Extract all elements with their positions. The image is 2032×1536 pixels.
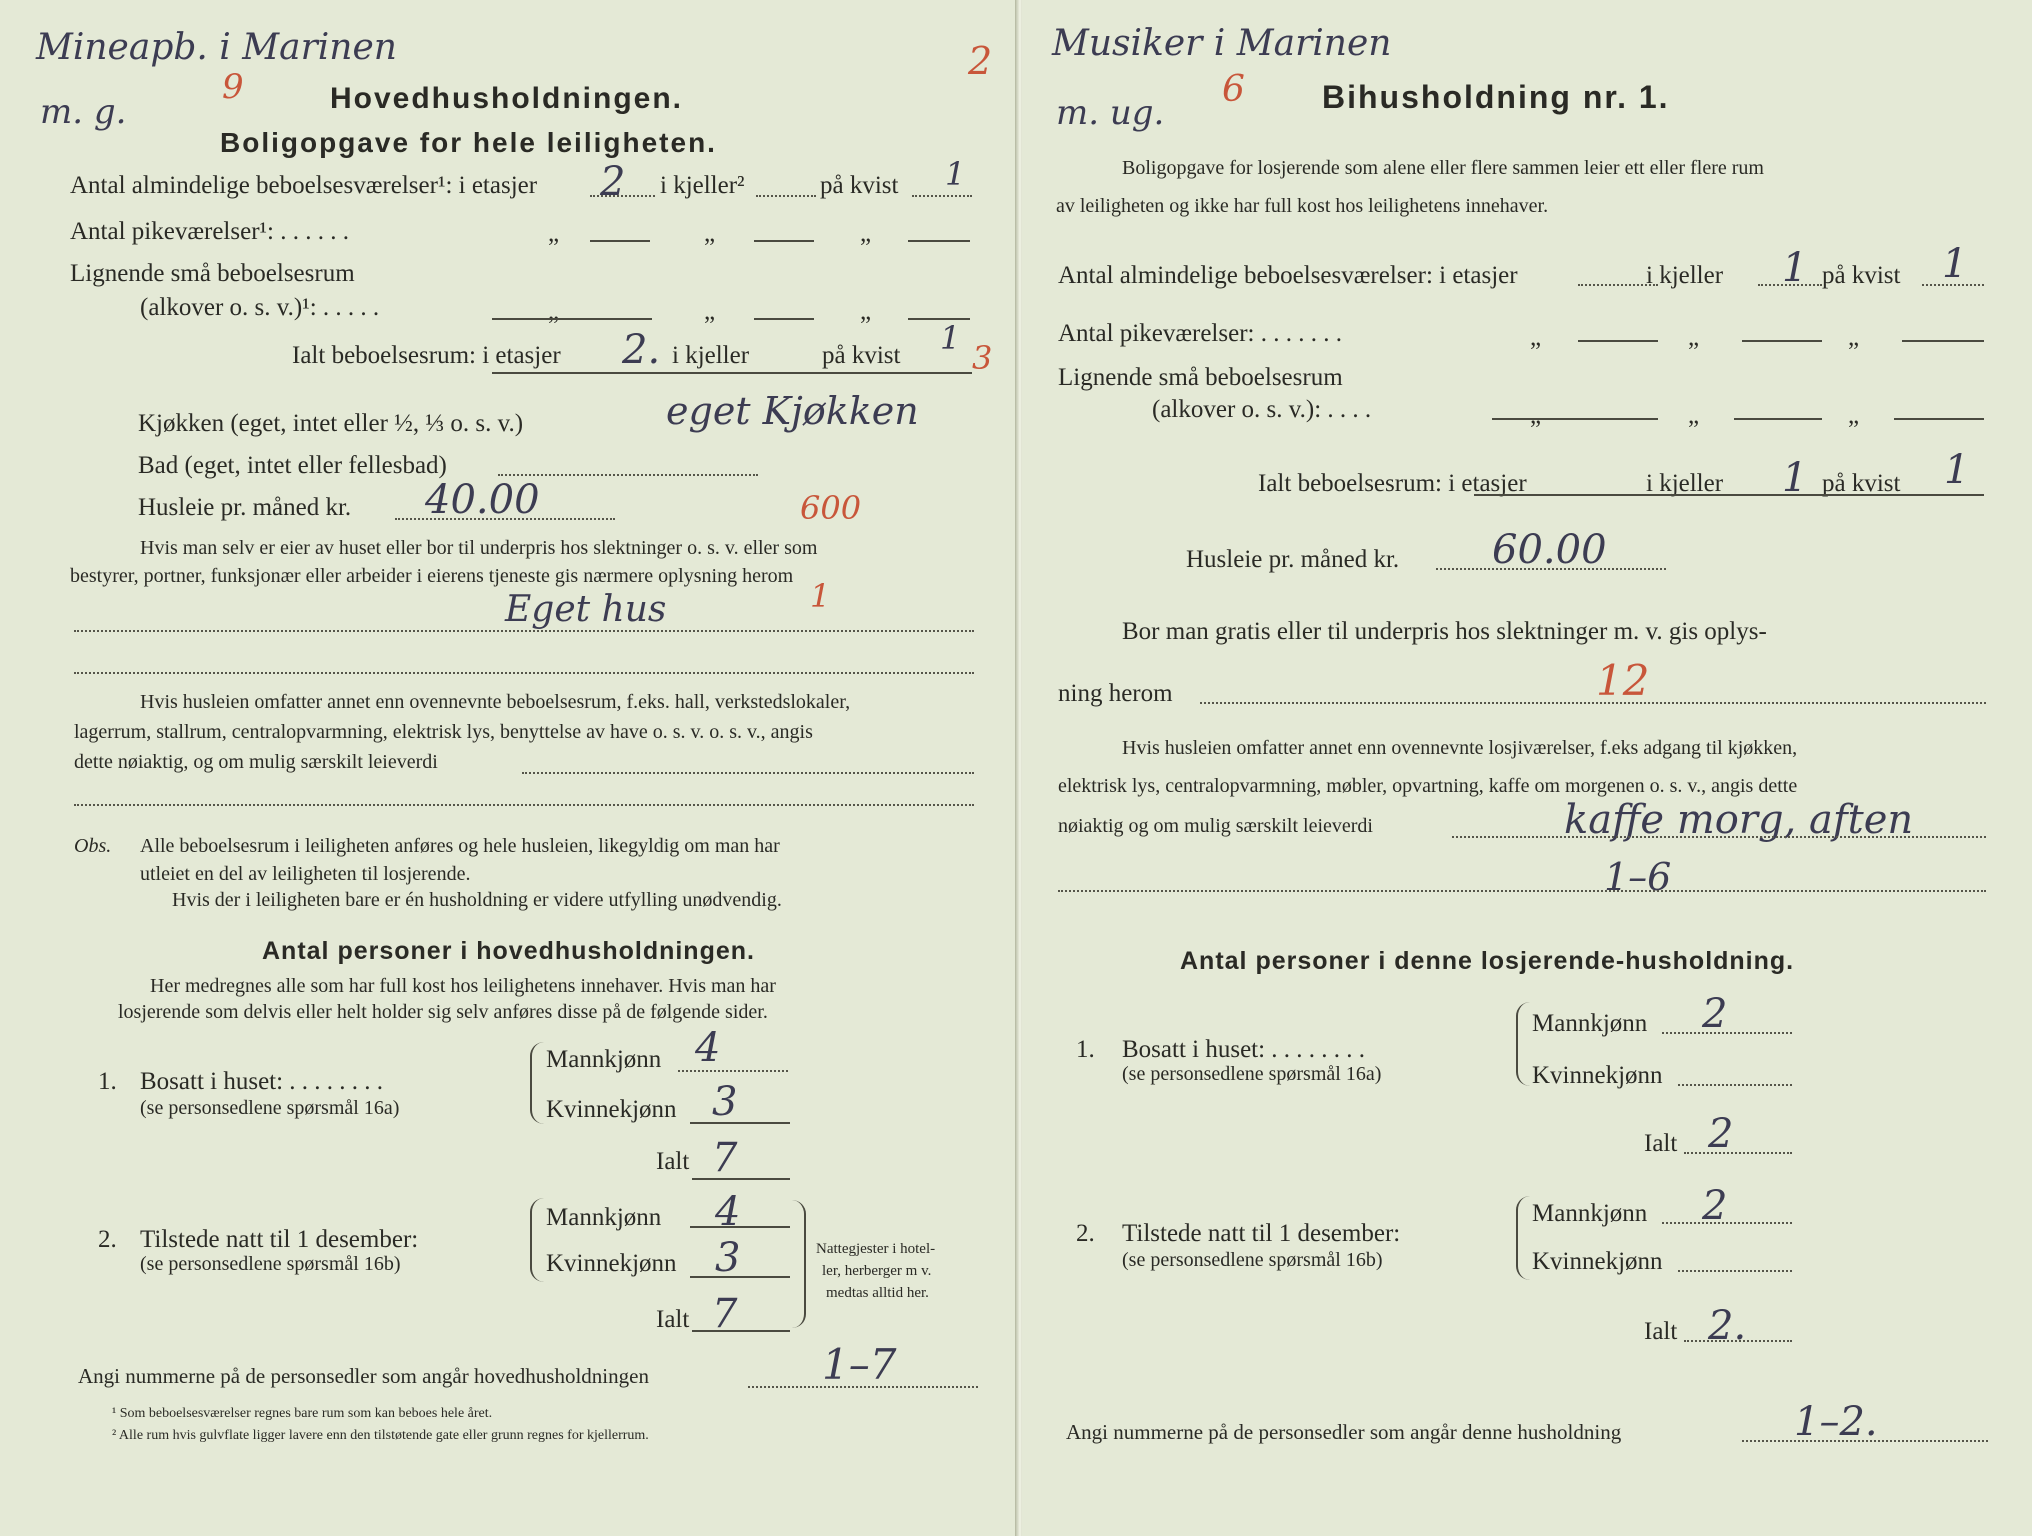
handwritten-marital-status: m. ug. [1056,93,1165,133]
rooms-etasjer-value: 2 [600,159,626,205]
ditto-mark: „ [860,220,872,247]
q2-ialt-label: Ialt [1644,1318,1678,1345]
q1-ialt-label: Ialt [1644,1130,1678,1157]
q2-mann-field [690,1226,790,1228]
omfatter-value-2: 1–6 [1604,855,1672,899]
pike-kjeller-field [1742,340,1822,342]
ialt-red-mark: 3 [972,339,993,377]
lignende-label: Lignende små beboelsesrum [1058,364,1343,391]
q1-ialt-field [692,1178,790,1180]
eier-text: bestyrer, portner, funksjonær eller arbeider i eierens tjeneste gis nærmere oplysning herom [70,565,794,587]
rooms-kjeller-label: i kjeller [1646,262,1724,289]
q2-mann-field [1662,1222,1792,1224]
pike-kjeller-field [754,240,814,242]
q1-kvinne-field [1678,1084,1792,1086]
q1-mann-value: 2 [1702,991,1728,1037]
pike-label: Antal pikeværelser¹: . . . . . . [70,218,349,245]
husleie-value: 40.00 [425,477,540,523]
q1-mann-field [1662,1032,1792,1034]
antal-text: losjerende som delvis eller helt holder sig selv anføres disse på de følgende sider. [118,1001,768,1023]
pike-etasjer-field [1578,340,1658,342]
q2-number: 2. [1076,1220,1095,1247]
eier-value: Eget hus [505,589,667,630]
rooms-kjeller-field [1758,284,1822,286]
bad-label: Bad (eget, intet eller fellesbad) [138,452,447,479]
antal-title: Antal personer i denne losjerende-husholdning. [1180,947,1795,975]
handwritten-marital-status: m. g. [40,92,127,132]
rooms-kvist-field [912,195,972,197]
angi-label: Angi nummerne på de personsedler som angår denne husholdning [1066,1420,1622,1444]
ditto-mark: „ [1688,324,1700,351]
q1-ialt-value: 7 [712,1135,738,1181]
omfatter-text: lagerrum, stallrum, centralopvarmning, elektrisk lys, benyttelse av have o. s. v. o. s. v., angis [74,721,813,743]
husleie-label: Husleie pr. måned kr. [138,494,352,521]
ialt-kvist-value: 1 [940,319,961,357]
pike-label: Antal pikeværelser: . . . . . . . [1058,320,1342,347]
obs-label: Obs. [74,835,112,857]
ialt-etasjer-value: 2. [622,327,661,373]
q1-mann-field [678,1070,788,1072]
q1-mann-label: Mannkjønn [546,1046,662,1073]
bor-red-number: 12 [1596,656,1650,705]
rooms-kvist-field [1922,284,1984,286]
handwritten-page-number: 2 [968,39,993,83]
rooms-kvist-value: 1 [945,155,966,193]
omfatter-field [74,804,974,806]
q2-mann-value: 4 [715,1189,741,1235]
ditto-mark: „ [548,298,560,325]
q1-sublabel: (se personsedlene spørsmål 16a) [1122,1063,1382,1085]
omfatter-text: nøiaktig og om mulig særskilt leieverdi [1058,815,1373,837]
rooms-label: Antal almindelige beboelsesværelser: i etasjer [1058,262,1518,289]
eier-text: Hvis man selv er eier av huset eller bor til underpris hos slektninger o. s. v. eller som [140,537,818,559]
q1-mann-label: Mannkjønn [1532,1010,1648,1037]
kjokken-label: Kjøkken (eget, intet eller ½, ⅓ o. s. v.) [138,410,524,437]
ditto-mark: „ [1530,324,1542,351]
husleie-value: 60.00 [1492,527,1607,573]
footnote: ¹ Som beboelsesværelser regnes bare rum som kan beboes hele året. [112,1406,493,1421]
q1-label: Bosatt i huset: . . . . . . . . [140,1068,384,1095]
lignende-label: Lignende små beboelsesrum [70,260,355,287]
angi-value: 1–7 [822,1340,897,1389]
nattegjester-note: Nattegjester i hotel- [816,1241,936,1257]
pike-kvist-field [908,240,970,242]
intro-text: av leiligheten og ikke har full kost hos leilighetens innehaver. [1056,195,1549,217]
rooms-kvist-label: på kvist [1822,262,1901,289]
omfatter-text: Hvis husleien omfatter annet enn ovennevnte beboelsesrum, f.eks. hall, verkstedslokaler, [140,691,851,713]
rooms-kvist-value: 1 [1942,241,1968,287]
omfatter-field [522,772,974,774]
q2-mann-label: Mannkjønn [546,1204,662,1231]
omfatter-field [1452,836,1986,838]
husleie-field [395,518,615,520]
nattegjester-note: ler, herberger m v. [822,1263,932,1279]
nattegjester-note: medtas alltid her. [826,1285,929,1301]
ditto-mark: „ [704,220,716,247]
kjokken-value: eget Kjøkken [666,389,919,433]
page-title: Bihusholdning nr. 1. [1322,79,1670,115]
ditto-mark: „ [1848,324,1860,351]
lignende-etasjer-field [492,318,652,320]
antal-title: Antal personer i hovedhusholdningen. [262,937,755,965]
q1-label: Bosatt i huset: . . . . . . . . [1122,1036,1366,1063]
page-subtitle: Boligopgave for hele leiligheten. [220,127,717,158]
lignende-kvist-field [908,318,970,320]
ialt-kjeller-label: i kjeller [1646,470,1724,497]
q2-brace [1516,1196,1532,1280]
q1-mann-value: 4 [695,1025,721,1071]
q2-label: Tilstede natt til 1 desember: [140,1226,419,1253]
q1-kvinne-label: Kvinnekjønn [1532,1062,1663,1089]
q2-ialt-field [1684,1340,1792,1342]
rooms-kjeller-value: 1 [1782,245,1808,291]
obs-text: Alle beboelsesrum i leiligheten anføres og hele husleien, likegyldig om man har [140,835,780,857]
bor-text: Bor man gratis eller til underpris hos slektninger m. v. gis oplys- [1122,618,1767,645]
q1-kvinne-field [690,1122,790,1124]
ditto-mark: „ [704,298,716,325]
ialt-kvist-value: 1 [1944,447,1970,493]
handwritten-red-number: 6 [1222,69,1245,110]
angi-label: Angi nummerne på de personsedler som angår hovedhusholdningen [78,1364,649,1388]
ialt-kjeller-label: i kjeller [672,342,750,369]
q2-number: 2. [98,1226,117,1253]
obs-text: Hvis der i leiligheten bare er én husholdning er videre utfylling unødvendig. [172,889,782,911]
page-title: Hovedhusholdningen. [330,82,683,115]
lignende-etasjer-field [1492,418,1658,420]
q1-brace [1516,1002,1532,1086]
q2-kvinne-label: Kvinnekjønn [1532,1248,1663,1275]
ditto-mark: „ [1688,402,1700,429]
rooms-label: Antal almindelige beboelsesværelser¹: i etasjer [70,172,538,199]
antal-text: Her medregnes alle som har full kost hos leilighetens innehaver. Hvis man har [150,975,776,997]
q1-ialt-field [1684,1152,1792,1154]
lignende-sublabel: (alkover o. s. v.): . . . . [1152,396,1372,423]
q2-kvinne-field [690,1276,790,1278]
q2-ialt-value: 7 [712,1291,738,1337]
obs-text: utleiet en del av leiligheten til losjerende. [140,863,471,885]
right-page [1022,0,2032,1536]
q2-kvinne-field [1678,1270,1792,1272]
ditto-mark: „ [1848,402,1860,429]
husleie-label: Husleie pr. måned kr. [1186,546,1400,573]
intro-text: Boligopgave for losjerende som alene eller flere sammen leier ett eller flere rum [1122,157,1764,179]
lignende-kjeller-field [754,318,814,320]
ialt-rooms-label: Ialt beboelsesrum: i etasjer [1258,470,1527,497]
pike-etasjer-field [590,240,650,242]
q1-sublabel: (se personsedlene spørsmål 16a) [140,1097,400,1119]
ialt-underline [492,372,972,374]
q1-kvinne-value: 3 [712,1079,738,1125]
ditto-mark: „ [860,298,872,325]
q1-number: 1. [98,1068,117,1095]
ialt-kjeller-value: 1 [1782,455,1808,501]
eier-field [74,672,974,674]
pike-kvist-field [1902,340,1984,342]
bor-text: ning herom [1058,680,1173,707]
eier-red-mark: 1 [810,577,831,615]
omfatter-text: dette nøiaktig, og om mulig særskilt leieverdi [74,751,438,773]
q2-label: Tilstede natt til 1 desember: [1122,1220,1401,1247]
q2-ialt-field [692,1330,790,1332]
q2-ialt-label: Ialt [656,1306,690,1333]
handwritten-occupation: Musiker i Marinen [1052,23,1392,64]
ialt-underline [1474,494,1984,496]
q1-ialt-label: Ialt [656,1148,690,1175]
bor-field [1200,702,1986,704]
omfatter-text: elektrisk lys, centralopvarmning, møbler, opvartning, kaffe om morgenen o. s. v., angis dette [1058,775,1798,797]
q2-kvinne-label: Kvinnekjønn [546,1250,677,1277]
q2-brace [530,1198,546,1282]
husleie-field [1436,568,1666,570]
ditto-mark: „ [1530,402,1542,429]
omfatter-value: kaffe morg, aften [1564,797,1914,843]
ditto-mark: „ [548,220,560,247]
handwritten-red-number: 9 [222,67,244,107]
husleie-red-number: 600 [800,489,862,527]
handwritten-occupation: Mineарb. i Marinen [36,27,397,68]
ialt-kvist-label: på kvist [822,342,901,369]
q1-brace [530,1042,546,1124]
q2-ialt-value: 2. [1708,1303,1747,1349]
q2-mann-value: 2 [1702,1183,1728,1229]
q1-ialt-value: 2 [1708,1111,1734,1157]
footnote: ² Alle rum hvis gulvflate ligger lavere enn den tilstøtende gate eller grunn regnes for kjellerrum. [112,1428,649,1443]
angi-value: 1–2. [1794,1399,1878,1445]
q2-sublabel: (se personsedlene spørsmål 16b) [140,1253,401,1275]
eier-field [74,630,974,632]
omfatter-text: Hvis husleien omfatter annet enn ovennevnte losjiværelser, f.eks adgang til kjøkken, [1122,737,1798,759]
ialt-kvist-label: på kvist [1822,470,1901,497]
lignende-sublabel: (alkover o. s. v.)¹: . . . . . [140,294,380,321]
nattegjester-brace [792,1200,806,1328]
bad-field [498,474,758,476]
rooms-kjeller-label: i kjeller² [660,172,745,199]
lignende-kjeller-field [1734,418,1822,420]
omfatter-field [1058,890,1986,892]
q2-mann-label: Mannkjønn [1532,1200,1648,1227]
ialt-rooms-label: Ialt beboelsesrum: i etasjer [292,342,561,369]
q1-number: 1. [1076,1036,1095,1063]
q1-kvinne-label: Kvinnekjønn [546,1096,677,1123]
rooms-kvist-label: på kvist [820,172,899,199]
q2-sublabel: (se personsedlene spørsmål 16b) [1122,1249,1383,1271]
q2-kvinne-value: 3 [715,1235,741,1281]
lignende-kvist-field [1894,418,1984,420]
rooms-kjeller-field [756,195,816,197]
